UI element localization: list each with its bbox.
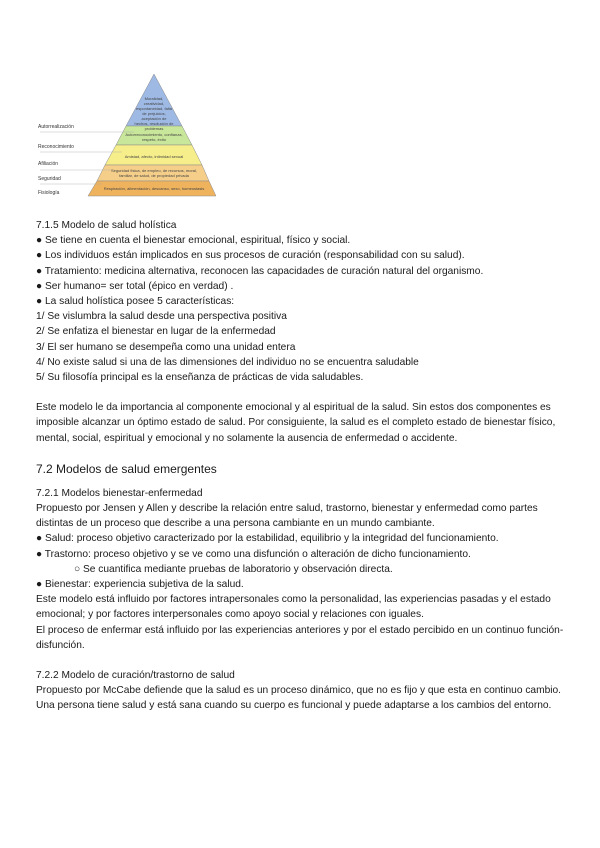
section-title-7-2-1: 7.2.1 Modelos bienestar-enfermedad xyxy=(36,487,203,499)
section-title-7-2-2: 7.2.2 Modelo de curación/trastorno de salud xyxy=(36,670,235,682)
section-title-7-1-5: 7.1.5 Modelo de salud holística xyxy=(36,220,177,231)
numbered-item: 2/ Se enfatiza el bienestar en lugar de la enfermedad xyxy=(36,326,276,338)
level-label-self-actualization: Autorrealización xyxy=(38,124,74,130)
list-item: ● Tratamiento: medicina alternativa, reconocen las capacidades de curación natural del organismo. xyxy=(36,265,484,277)
level-text-safety: Seguridad física, de empleo, de recursos, moral, familiar, de salud, de propiedad privada xyxy=(110,168,198,178)
list-item: ● Trastorno: proceso objetivo y se ve como una disfunción o alteración de dicho funcionamiento. xyxy=(36,548,471,560)
paragraph-influences: Este modelo está influido por factores intrapersonales como la personalidad, las experiencias pasadas y el estado emocional; y por factores interpersonales como apoyo social y relaciones con iguales. xyxy=(36,594,551,621)
numbered-item: 3/ El ser humano se desempeña como una unidad entera xyxy=(36,341,296,353)
list-item: ● Ser humano= ser total (épico en verdad) . xyxy=(36,280,234,292)
section-title-7-2: 7.2 Modelos de salud emergentes xyxy=(36,461,217,476)
maslow-pyramid-figure xyxy=(38,72,216,200)
list-item: ● Los individuos están implicados en sus procesos de curación (responsabilidad con su salud). xyxy=(36,250,465,262)
level-label-belonging: Afiliación xyxy=(38,161,59,167)
sub-list-item: ○ Se cuantifica mediante pruebas de laboratorio y observación directa. xyxy=(74,563,393,575)
level-label-physiology: Fisiología xyxy=(38,190,60,196)
paragraph-intro: Propuesto por Jensen y Allen y describe la relación entre salud, trastorno, bienestar y enfermedad como partes distintas de un proceso que describe a una persona cambiante en un mundo cambiante. xyxy=(36,503,538,530)
numbered-item: 4/ No existe salud si una de las dimensiones del individuo no se encuentra saludable xyxy=(36,356,419,368)
level-label-esteem: Reconocimiento xyxy=(38,144,74,150)
paragraph-process: El proceso de enfermar está influido por las experiencias anteriores y por el estado percibido en un continuo función- disfunción. xyxy=(36,624,564,651)
level-label-safety: Seguridad xyxy=(38,176,61,182)
list-item: ● Se tiene en cuenta el bienestar emocional, espiritual, físico y social. xyxy=(36,235,351,247)
level-text-belonging: Amistad, afecto, intimidad sexual xyxy=(124,154,184,159)
numbered-item: 1/ Se vislumbra la salud desde una perspectiva positiva xyxy=(36,311,287,323)
paragraph-mccabe: Propuesto por McCabe defiende que la salud es un proceso dinámico, que no es fijo y que esta en continuo cambio. Una persona tiene salud y está sana cuando su cuerpo es funcional y puede adaptarse a los cambios del entorno. xyxy=(36,685,561,712)
level-text-physiology: Respiración, alimentación, descanso, sexo, homeostasis xyxy=(103,186,205,191)
list-item: ● Bienestar: experiencia subjetiva de la salud. xyxy=(36,579,244,591)
list-item: ● Salud: proceso objetivo caracterizado por la estabilidad, equilibrio y la integridad del funcionamiento. xyxy=(36,533,499,545)
level-text-self-actualization: Moralidad, creatividad, espontaneidad, falta de prejuicios, aceptación de hechos, resolución de problemas xyxy=(134,96,174,131)
list-item: ● La salud holística posee 5 características: xyxy=(36,296,235,308)
paragraph-holistic-summary: Este modelo le da importancia al componente emocional y al espiritual de la salud. Sin estos dos componentes es imposible alcanzar un óptimo estado de salud. Por consiguiente, la salud es el completo estado de bienestar físico, mental, social, espiritual y emocional y no solamente la ausencia de enfermedad o accidente. xyxy=(36,402,556,444)
numbered-item: 5/ Su filosofía principal es la enseñanza de prácticas de vida saludables. xyxy=(36,372,364,384)
document-content xyxy=(36,218,566,714)
level-text-esteem: Autorreconocimiento, confianza, respeto, éxito xyxy=(125,132,183,142)
